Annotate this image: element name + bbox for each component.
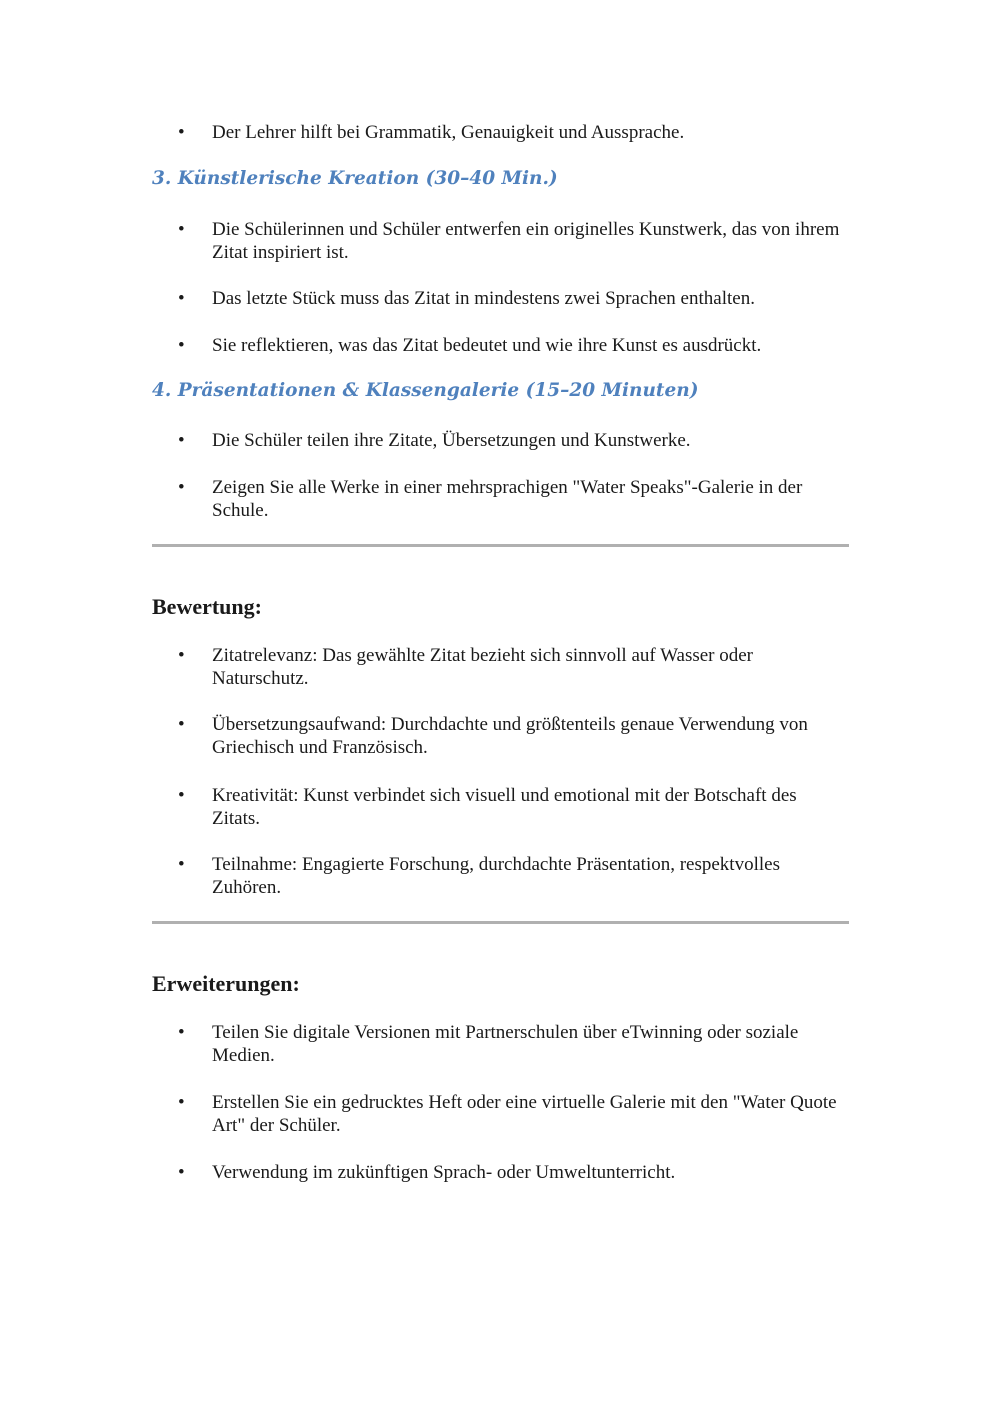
list-item: • Der Lehrer hilft bei Grammatik, Genauigkeit und Aussprache. [152, 121, 849, 144]
extensions-heading: Erweiterungen: [152, 971, 300, 996]
list-item: • Die Schülerinnen und Schüler entwerfen ein originelles Kunstwerk, das von ihrem Zitat inspiriert ist. [152, 218, 849, 264]
extensions-list-1 [152, 1021, 849, 1067]
list-item: • Kreativität: Kunst verbindet sich visuell und emotional mit der Botschaft des Zitats. [152, 784, 849, 830]
bullet-list-presentations [152, 429, 849, 452]
list-item: • Die Schüler teilen ihre Zitate, Übersetzungen und Kunstwerke. [152, 429, 849, 452]
bullet-list-art-creation-3 [152, 334, 849, 357]
assessment-list-3 [152, 784, 849, 830]
divider [152, 544, 849, 547]
list-item: • Verwendung im zukünftigen Sprach- oder Umweltunterricht. [152, 1161, 849, 1184]
list-item: • Teilen Sie digitale Versionen mit Partnerschulen über eTwinning oder soziale Medien. [152, 1021, 849, 1067]
assessment-list-2 [152, 713, 849, 759]
bullet-list-art-creation [152, 218, 849, 264]
list-item: • Übersetzungsaufwand: Durchdachte und größtenteils genaue Verwendung von Griechisch und Französisch. [152, 713, 849, 759]
extensions-list-2 [152, 1091, 849, 1137]
section-heading-presentations: 4. Präsentationen & Klassengalerie (15–20 Minuten) [152, 380, 699, 401]
bullet-list-presentations-2 [152, 476, 849, 522]
list-item: • Sie reflektieren, was das Zitat bedeutet und wie ihre Kunst es ausdrückt. [152, 334, 849, 357]
assessment-list-4 [152, 853, 849, 899]
list-item: • Zeigen Sie alle Werke in einer mehrsprachigen "Water Speaks"-Galerie in der Schule. [152, 476, 849, 522]
list-item: • Das letzte Stück muss das Zitat in mindestens zwei Sprachen enthalten. [152, 287, 849, 310]
list-item: • Erstellen Sie ein gedrucktes Heft oder eine virtuelle Galerie mit den "Water Quote Art" der Schüler. [152, 1091, 849, 1137]
assessment-heading: Bewertung: [152, 594, 262, 619]
divider [152, 921, 849, 924]
list-item: • Teilnahme: Engagierte Forschung, durchdachte Präsentation, respektvolles Zuhören. [152, 853, 849, 899]
bullet-list-step2 [152, 121, 849, 144]
assessment-list-1 [152, 644, 849, 690]
bullet-list-art-creation-2 [152, 287, 849, 310]
list-item: • Zitatrelevanz: Das gewählte Zitat bezieht sich sinnvoll auf Wasser oder Naturschutz. [152, 644, 849, 690]
section-heading-art-creation: 3. Künstlerische Kreation (30–40 Min.) [152, 168, 558, 189]
extensions-list-3 [152, 1161, 849, 1184]
